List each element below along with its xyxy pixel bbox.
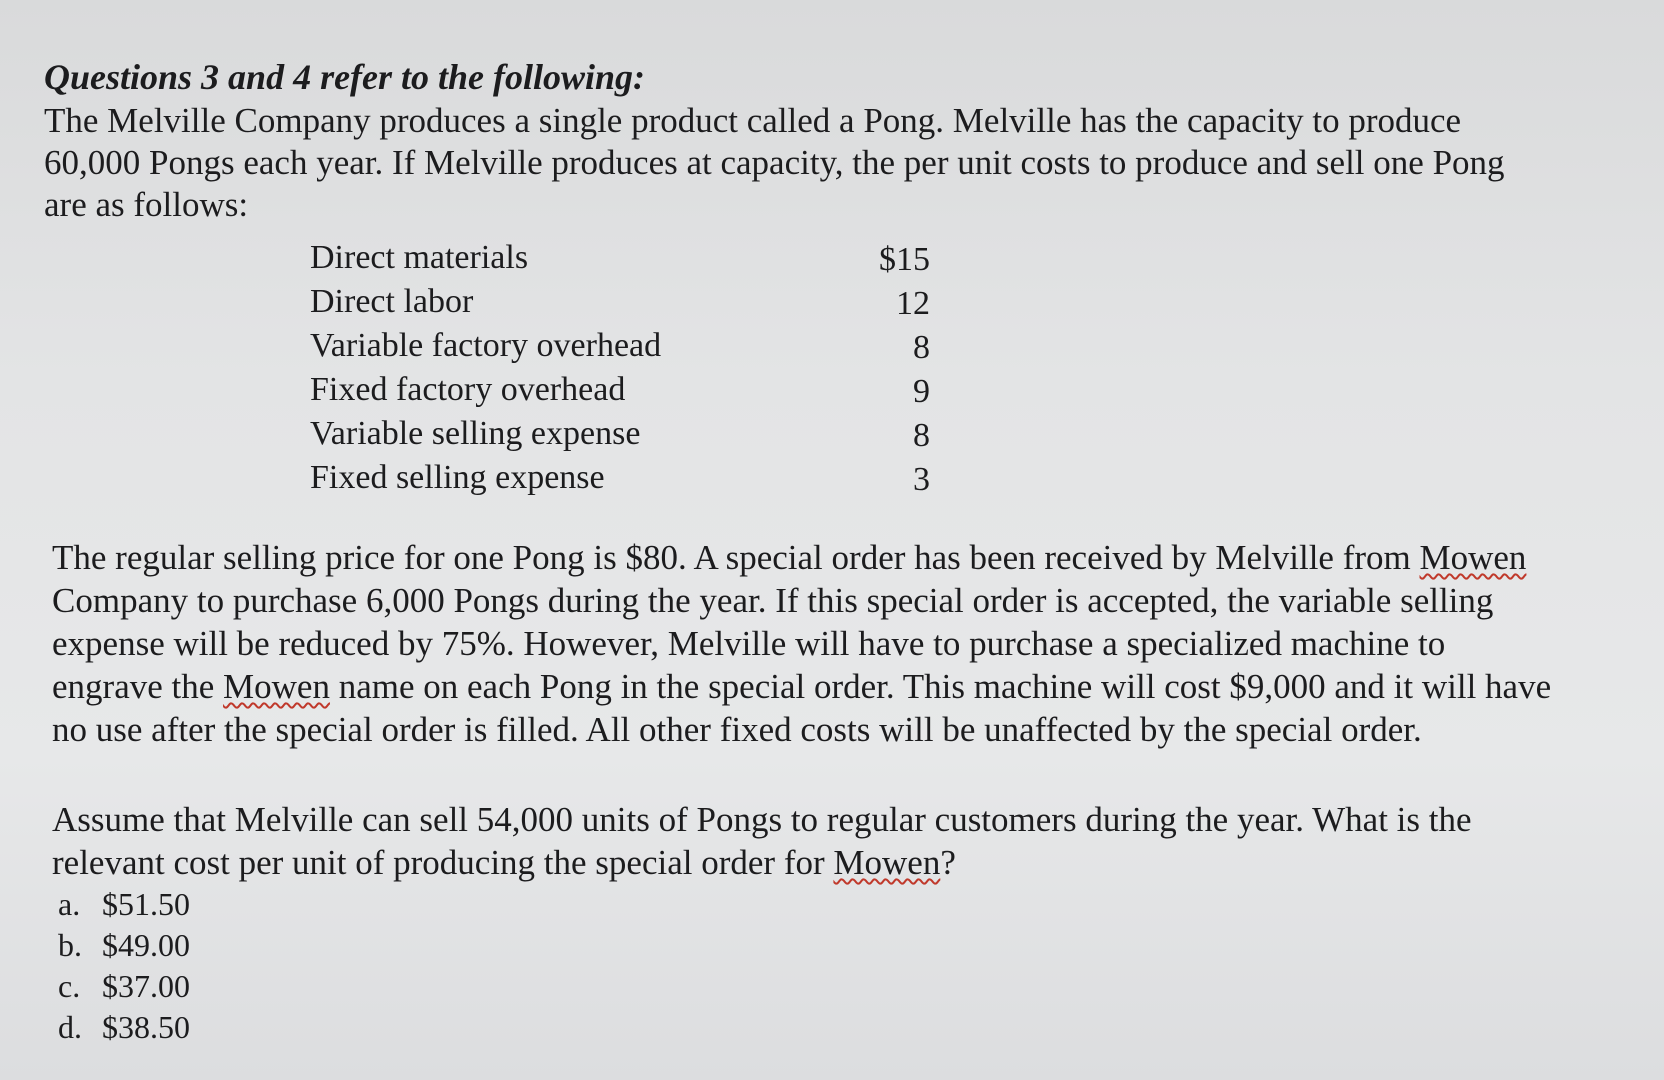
cost-value: $15 [879, 241, 930, 278]
paragraph-line: Assume that Melville can sell 54,000 units of Pongs to regular customers during the year. What is the [52, 800, 1472, 839]
answer-choice-a[interactable] [58, 884, 190, 925]
choice-text: $49.00 [102, 927, 190, 963]
choice-letter: b. [58, 927, 82, 963]
cost-value: 8 [913, 329, 930, 366]
choice-letter: d. [58, 1009, 82, 1045]
choice-letter: a. [58, 886, 81, 922]
choice-letter: c. [58, 968, 81, 1004]
cost-row-variable-selling-expense [310, 412, 930, 456]
paragraph-line [52, 536, 1632, 579]
answer-choices [58, 884, 190, 1048]
paragraph-line: no use after the special order is filled. All other fixed costs will be unaffected by the special order. [52, 710, 1422, 749]
cost-label: Variable selling expense [310, 415, 641, 452]
cost-value: 9 [913, 373, 930, 410]
spellcheck-word: Mowen [223, 667, 330, 706]
cost-row-variable-factory-overhead [310, 324, 930, 368]
intro-line: The Melville Company produces a single product called a Pong. Melville has the capacity to produce [44, 101, 1462, 140]
unit-cost-table [310, 236, 930, 500]
choice-text: $51.50 [102, 886, 190, 922]
cost-row-direct-materials [310, 236, 930, 280]
question-paragraph [52, 798, 1632, 884]
spellcheck-word: Mowen [833, 843, 941, 882]
cost-label: Variable factory overhead [310, 327, 662, 364]
choice-text: $38.50 [102, 1009, 190, 1045]
answer-choice-b[interactable] [58, 925, 190, 966]
spellcheck-word: Mowen [1419, 538, 1527, 577]
cost-label: Direct labor [310, 283, 474, 320]
paragraph-line [52, 665, 1632, 708]
intro-line: 60,000 Pongs each year. If Melville produces at capacity, the per unit costs to produce and sell one Pong [44, 143, 1505, 182]
intro-paragraph [44, 100, 1624, 226]
text-run: relevant cost per unit of producing the special order for [52, 843, 834, 882]
intro-line: are as follows: [44, 185, 249, 224]
answer-choice-c[interactable] [58, 966, 190, 1007]
cost-value: 3 [913, 461, 930, 498]
special-order-paragraph [52, 536, 1632, 751]
text-run: name on each Pong in the special order. This machine will cost $9,000 and it will have [329, 667, 1552, 706]
choice-text: $37.00 [102, 968, 190, 1004]
cost-label: Fixed factory overhead [310, 371, 626, 408]
paragraph-line: expense will be reduced by 75%. However, Melville will have to purchase a specialized machine to [52, 624, 1446, 663]
paragraph-line: Company to purchase 6,000 Pongs during the year. If this special order is accepted, the variable selling [52, 581, 1494, 620]
text-run: The regular selling price for one Pong is $80. A special order has been received by Melville from [52, 538, 1420, 577]
answer-choice-d[interactable] [58, 1007, 190, 1048]
text-run: ? [940, 843, 956, 882]
cost-value: 8 [913, 417, 930, 454]
section-heading: Questions 3 and 4 refer to the following: [44, 57, 646, 97]
cost-label: Fixed selling expense [310, 459, 605, 496]
cost-row-fixed-factory-overhead [310, 368, 930, 412]
cost-value: 12 [896, 285, 930, 322]
text-run: engrave the [52, 667, 224, 706]
paragraph-line [52, 841, 1632, 884]
cost-label: Direct materials [310, 239, 529, 276]
cost-row-fixed-selling-expense [310, 456, 930, 500]
cost-row-direct-labor [310, 280, 930, 324]
